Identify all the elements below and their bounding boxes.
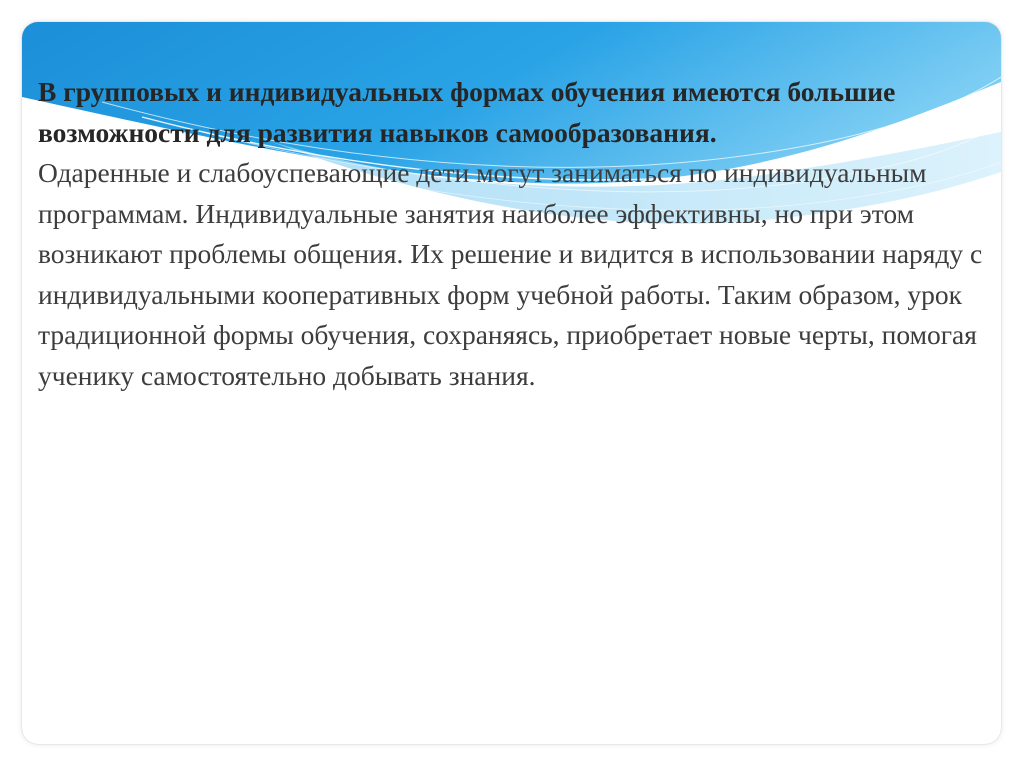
body-paragraph: Одаренные и слабоуспевающие дети могут заниматься по индивидуальным программам. Индивидуальные занятия наиболее эффективны, но при этом возникают проблемы общения. Их решение и видится в использовании наряду с индивидуальными кооперативных форм учебной работы. Таким образом, урок традиционной формы обучения, сохраняясь, приобретает новые черты, помогая ученику самостоятельно добывать знания. xyxy=(38,157,983,391)
lead-paragraph: В групповых и индивидуальных формах обучения имеются большие возможности для развития навыков самообразования. xyxy=(38,76,896,148)
slide-content xyxy=(38,72,988,396)
slide xyxy=(22,22,1001,744)
